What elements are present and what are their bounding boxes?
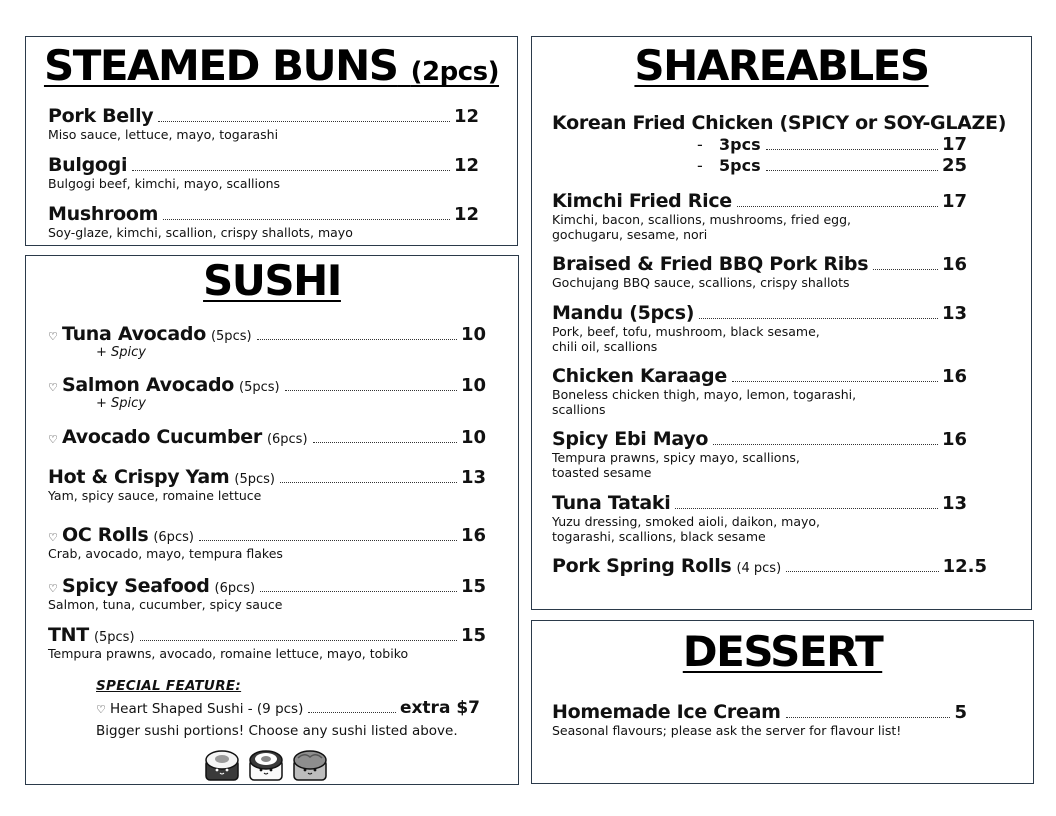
item-name: OC Rolls <box>62 524 149 546</box>
item-name: Braised & Fried BBQ Pork Ribs <box>552 253 869 275</box>
dash: - <box>697 135 703 154</box>
spicy-option: + Spicy <box>96 396 146 411</box>
item-name: Pork Spring Rolls <box>552 555 732 577</box>
leader-dots <box>199 540 457 541</box>
sushi-title: SUSHI <box>203 256 341 305</box>
item-name: Chicken Karaage <box>552 365 727 387</box>
item-price: 12 <box>453 204 479 225</box>
item-name: Tuna Avocado <box>62 323 206 345</box>
menu-item <box>48 154 479 191</box>
menu-item <box>48 426 486 448</box>
menu-item <box>48 575 486 612</box>
leader-dots <box>675 508 937 509</box>
item-description: scallions <box>552 402 606 417</box>
item-name: Spicy Ebi Mayo <box>552 428 709 450</box>
leader-dots <box>786 571 938 572</box>
option-label: 3pcs <box>719 135 761 154</box>
sushi-illustrations <box>204 748 328 782</box>
option-price: 17 <box>941 134 967 155</box>
item-name: Avocado Cucumber <box>62 426 262 448</box>
item-description: togarashi, scallions, black sesame <box>552 529 766 544</box>
item-pieces: (5pcs) <box>239 380 280 395</box>
leader-dots <box>699 318 938 319</box>
leader-dots <box>132 170 450 171</box>
menu-item <box>552 302 967 354</box>
special-feature-note: Bigger sushi portions! Choose any sushi listed above. <box>96 723 458 739</box>
item-name: Pork Belly <box>48 105 154 127</box>
item-pieces: (5pcs) <box>234 472 275 487</box>
menu-item <box>552 253 967 290</box>
item-price: 16 <box>460 525 486 546</box>
leader-dots <box>766 149 938 150</box>
item-name: Korean Fried Chicken (SPICY or SOY-GLAZE) <box>552 112 1007 134</box>
item-price: 12 <box>453 106 479 127</box>
item-description: toasted sesame <box>552 465 652 480</box>
leader-dots <box>163 219 450 220</box>
kfc-option <box>697 155 967 176</box>
item-price: 13 <box>460 467 486 488</box>
item-price: 13 <box>941 303 967 324</box>
sushi-section <box>25 255 519 785</box>
menu-item <box>48 624 486 661</box>
item-price: 10 <box>460 427 486 448</box>
item-description: Tempura prawns, avocado, romaine lettuce, mayo, tobiko <box>48 646 409 661</box>
item-price: 13 <box>941 493 967 514</box>
item-description: gochugaru, sesame, nori <box>552 227 708 242</box>
dessert-title: DESSERT <box>682 627 883 676</box>
heart-icon: ♡ <box>48 582 58 595</box>
leader-dots <box>732 381 938 382</box>
heart-icon: ♡ <box>48 433 58 446</box>
item-name: Mandu (5pcs) <box>552 302 695 324</box>
item-price: 16 <box>941 254 967 275</box>
leader-dots <box>257 339 457 340</box>
item-price: 15 <box>460 625 486 646</box>
heart-icon: ♡ <box>48 381 58 394</box>
item-name: Kimchi Fried Rice <box>552 190 732 212</box>
leader-dots <box>786 717 951 718</box>
item-pieces: (5pcs) <box>210 329 252 344</box>
heart-icon: ♡ <box>48 531 58 544</box>
item-description: Kimchi, bacon, scallions, mushrooms, fried egg, <box>552 212 852 227</box>
leader-dots <box>313 442 457 443</box>
menu-item <box>48 374 486 412</box>
item-description: Boneless chicken thigh, mayo, lemon, togarashi, <box>552 387 857 402</box>
dash: - <box>697 156 703 175</box>
steamed-buns-title-text: STEAMED BUNS <box>43 41 398 90</box>
item-name: Spicy Seafood <box>62 575 210 597</box>
dessert-section <box>531 620 1034 784</box>
item-price: 15 <box>460 576 486 597</box>
special-feature-heading: SPECIAL FEATURE: <box>96 678 242 694</box>
item-description: Pork, beef, tofu, mushroom, black sesame, <box>552 324 820 339</box>
item-pieces: (4 pcs) <box>736 561 782 576</box>
item-description: Miso sauce, lettuce, mayo, togarashi <box>48 127 279 142</box>
menu-item <box>552 555 987 577</box>
menu-item <box>48 203 479 240</box>
item-pieces: (5pcs) <box>93 630 135 645</box>
option-label: 5pcs <box>719 156 761 175</box>
item-price: 12.5 <box>942 556 987 577</box>
heart-icon: ♡ <box>48 330 58 343</box>
item-pieces: (6pcs) <box>214 581 256 596</box>
item-description: Yuzu dressing, smoked aioli, daikon, mayo, <box>552 514 821 529</box>
item-description: Salmon, tuna, cucumber, spicy sauce <box>48 597 283 612</box>
item-pieces: (6pcs) <box>153 530 194 545</box>
leader-dots <box>285 390 457 391</box>
steamed-buns-title <box>26 41 517 90</box>
sushi-roll-icon <box>292 748 328 782</box>
item-name: Mushroom <box>48 203 159 225</box>
item-description: Crab, avocado, mayo, tempura flakes <box>48 546 283 561</box>
item-price: 16 <box>941 366 967 387</box>
menu-item <box>48 323 486 361</box>
leader-dots <box>308 712 396 713</box>
item-description: Yam, spicy sauce, romaine lettuce <box>48 488 262 503</box>
item-description: Soy-glaze, kimchi, scallion, crispy shallots, mayo <box>48 225 353 240</box>
leader-dots <box>260 591 457 592</box>
item-description: Seasonal flavours; please ask the server for flavour list! <box>552 723 902 738</box>
item-price: 10 <box>460 375 486 396</box>
item-price: 17 <box>941 191 967 212</box>
item-name: Bulgogi <box>48 154 128 176</box>
menu-item <box>552 190 967 242</box>
menu-item <box>48 524 486 561</box>
sushi-roll-icon <box>204 748 240 782</box>
steamed-buns-title-sub: (2pcs) <box>410 57 500 87</box>
item-price: 5 <box>954 702 967 723</box>
leader-dots <box>873 269 938 270</box>
menu-item <box>552 428 967 480</box>
menu-item <box>552 701 967 738</box>
item-pieces: (6pcs) <box>266 432 308 447</box>
item-name: TNT <box>48 624 89 646</box>
item-name: Salmon Avocado <box>62 374 235 396</box>
leader-dots <box>713 444 938 445</box>
item-price: 10 <box>460 324 486 345</box>
spicy-option: + Spicy <box>96 345 146 360</box>
menu-item <box>552 492 967 544</box>
item-description: Tempura prawns, spicy mayo, scallions, <box>552 450 800 465</box>
kfc-option <box>697 134 967 155</box>
special-item-name: Heart Shaped Sushi - (9 pcs) <box>110 701 304 717</box>
menu-item-korean-fried-chicken <box>552 112 1007 176</box>
leader-dots <box>737 206 938 207</box>
menu-item <box>48 466 486 503</box>
leader-dots <box>766 170 938 171</box>
item-description: chili oil, scallions <box>552 339 658 354</box>
special-feature <box>96 678 480 739</box>
shareables-title: SHAREABLES <box>634 41 929 90</box>
item-name: Tuna Tataki <box>552 492 671 514</box>
item-description: Bulgogi beef, kimchi, mayo, scallions <box>48 176 281 191</box>
option-price: 25 <box>941 155 967 176</box>
item-price: 12 <box>453 155 479 176</box>
shareables-section <box>531 36 1032 610</box>
item-description: Gochujang BBQ sauce, scallions, crispy shallots <box>552 275 850 290</box>
special-item-price: extra $7 <box>399 698 480 718</box>
item-price: 16 <box>941 429 967 450</box>
sushi-roll-icon <box>248 748 284 782</box>
leader-dots <box>140 640 457 641</box>
menu-item <box>552 365 967 417</box>
leader-dots <box>158 121 450 122</box>
menu-item <box>48 105 479 142</box>
item-name: Hot & Crispy Yam <box>48 466 230 488</box>
leader-dots <box>280 482 457 483</box>
heart-icon: ♡ <box>96 703 106 716</box>
steamed-buns-section <box>25 36 518 246</box>
item-name: Homemade Ice Cream <box>552 701 781 723</box>
